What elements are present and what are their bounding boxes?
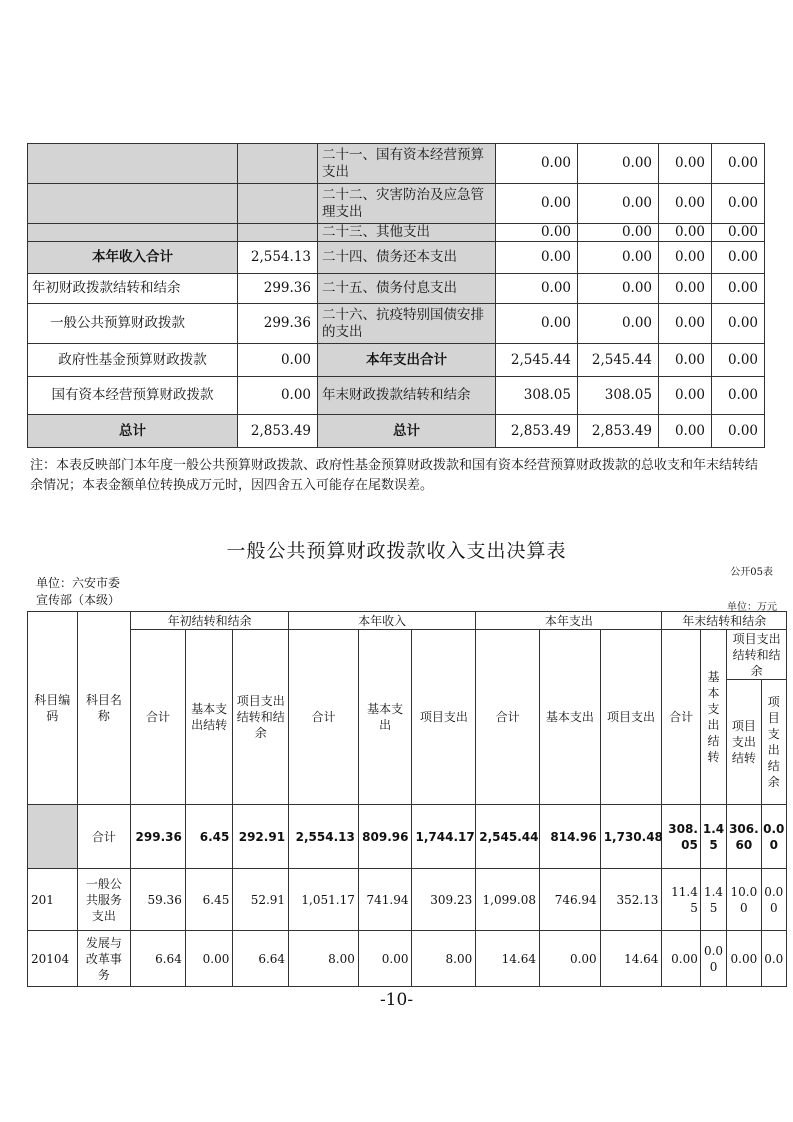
- row-value-8: 814.96: [539, 805, 600, 869]
- row-value-7: 14.64: [476, 931, 540, 987]
- summary-value-col1: 2,545.44: [496, 344, 578, 377]
- summary-left-value: 0.00: [238, 377, 318, 415]
- row-value-3: 6.64: [233, 931, 289, 987]
- table-row: [28, 869, 787, 931]
- summary-value-col2: 308.05: [578, 377, 659, 415]
- summary-left-label: 一般公共预算财政拨款: [28, 304, 238, 344]
- summary-left-value: 2,554.13: [238, 242, 318, 274]
- reporting-unit-line2: 宣传部（本级）: [36, 593, 121, 607]
- row-value-11: 1.45: [700, 869, 726, 931]
- summary-left-label: [28, 144, 238, 184]
- summary-value-col1: 308.05: [496, 377, 578, 415]
- summary-value-col3: 0.00: [659, 377, 712, 415]
- header-closing-carryover: 年末结转和结余: [662, 612, 787, 630]
- summary-value-col1: 0.00: [496, 184, 578, 224]
- summary-row: [28, 415, 765, 448]
- summary-value-col4: 0.00: [712, 344, 765, 377]
- summary-left-label: [28, 224, 238, 242]
- summary-right-label: 二十一、国有资本经营预算支出: [318, 144, 496, 184]
- header-g3-proj: 项目支出: [600, 630, 662, 805]
- row-value-10: 308.05: [662, 805, 700, 869]
- summary-left-value: 299.36: [238, 274, 318, 304]
- header-current-income: 本年收入: [289, 612, 476, 630]
- summary-value-col1: 0.00: [496, 304, 578, 344]
- summary-value-col4: 0.00: [712, 304, 765, 344]
- summary-row: [28, 184, 765, 224]
- form-number: 公开05表: [730, 567, 773, 578]
- summary-value-col1: 0.00: [496, 224, 578, 242]
- row-value-12: 0.00: [727, 931, 761, 987]
- row-value-6: 8.00: [412, 931, 476, 987]
- row-value-10: 0.00: [662, 931, 700, 987]
- row-value-11: 0.00: [700, 931, 726, 987]
- row-value-8: 746.94: [539, 869, 600, 931]
- summary-value-col3: 0.00: [659, 304, 712, 344]
- row-value-4: 1,051.17: [289, 869, 359, 931]
- row-value-3: 292.91: [233, 805, 289, 869]
- summary-row: [28, 274, 765, 304]
- header-g4-basic-carry: 基本支出结转: [700, 630, 726, 805]
- summary-right-label: 本年支出合计: [318, 344, 496, 377]
- summary-row: [28, 377, 765, 415]
- row-value-7: 2,545.44: [476, 805, 540, 869]
- row-value-9: 14.64: [600, 931, 662, 987]
- summary-row: [28, 224, 765, 242]
- summary-left-label: 总计: [28, 415, 238, 448]
- summary-value-col3: 0.00: [659, 224, 712, 242]
- summary-value-col2: 0.00: [578, 242, 659, 274]
- summary-row: [28, 304, 765, 344]
- summary-value-col4: 0.00: [712, 415, 765, 448]
- summary-value-col1: 0.00: [496, 274, 578, 304]
- row-value-9: 352.13: [600, 869, 662, 931]
- header-g2-proj: 项目支出: [412, 630, 476, 805]
- summary-left-value: 299.36: [238, 304, 318, 344]
- row-value-4: 8.00: [289, 931, 359, 987]
- summary-right-label: 二十三、其他支出: [318, 224, 496, 242]
- header-g2-basic: 基本支出: [358, 630, 412, 805]
- table-title: 一般公共预算财政拨款收入支出决算表: [226, 540, 567, 562]
- summary-value-col4: 0.00: [712, 242, 765, 274]
- row-code: 201: [28, 869, 78, 931]
- summary-value-col2: 2,545.44: [578, 344, 659, 377]
- row-value-2: 0.00: [185, 931, 233, 987]
- summary-value-col4: 0.00: [712, 144, 765, 184]
- table-note: 注：本表反映部门本年度一般公共预算财政拨款、政府性基金预算财政拨款和国有资本经营预算财政拨款的总收支和年末结转结余情况；本表金额单位转换成万元时，因四舍五入可能存在尾数误差。: [30, 458, 759, 493]
- summary-right-label: 二十六、抗疫特别国债安排的支出: [318, 304, 496, 344]
- row-value-4: 2,554.13: [289, 805, 359, 869]
- summary-value-col2: 2,853.49: [578, 415, 659, 448]
- row-name: 合计: [77, 805, 131, 869]
- summary-left-value: [238, 144, 318, 184]
- summary-value-col1: 2,853.49: [496, 415, 578, 448]
- row-name: 发展与改革事务: [77, 931, 131, 987]
- summary-left-label: 本年收入合计: [28, 242, 238, 274]
- header-g1-basic-carry: 基本支出结转: [185, 630, 233, 805]
- row-value-8: 0.00: [539, 931, 600, 987]
- row-value-1: 6.64: [131, 931, 186, 987]
- summary-row: [28, 242, 765, 274]
- row-value-2: 6.45: [185, 805, 233, 869]
- summary-value-col2: 0.00: [578, 144, 659, 184]
- summary-value-col4: 0.00: [712, 184, 765, 224]
- row-value-13: 0.00: [761, 869, 786, 931]
- summary-left-label: 年初财政拨款结转和结余: [28, 274, 238, 304]
- summary-value-col3: 0.00: [659, 144, 712, 184]
- row-value-13: 0.00: [761, 805, 786, 869]
- row-value-11: 1.45: [700, 805, 726, 869]
- summary-value-col4: 0.00: [712, 377, 765, 415]
- summary-value-col3: 0.00: [659, 274, 712, 304]
- summary-right-label: 二十二、灾害防治及应急管理支出: [318, 184, 496, 224]
- row-value-9: 1,730.48: [600, 805, 662, 869]
- summary-right-label: 总计: [318, 415, 496, 448]
- summary-right-label: 年末财政拨款结转和结余: [318, 377, 496, 415]
- row-value-3: 52.91: [233, 869, 289, 931]
- row-name: 一般公共服务支出: [77, 869, 131, 931]
- summary-left-label: 政府性基金预算财政拨款: [28, 344, 238, 377]
- table-row: [28, 805, 787, 869]
- page-number: -10-: [379, 990, 414, 1010]
- summary-value-col1: 0.00: [496, 242, 578, 274]
- summary-left-label: [28, 184, 238, 224]
- summary-value-col4: 0.00: [712, 274, 765, 304]
- header-g4-proj-carry-surplus: 项目支出结转和结余: [727, 630, 787, 680]
- header-g3-basic: 基本支出: [539, 630, 600, 805]
- row-value-12: 10.00: [727, 869, 761, 931]
- table-row: [28, 931, 787, 987]
- currency-unit: 单位：万元: [727, 602, 777, 613]
- header-opening-carryover: 年初结转和结余: [131, 612, 289, 630]
- summary-value-col3: 0.00: [659, 242, 712, 274]
- summary-row: [28, 344, 765, 377]
- summary-value-col3: 0.00: [659, 415, 712, 448]
- row-value-1: 59.36: [131, 869, 186, 931]
- summary-value-col2: 0.00: [578, 304, 659, 344]
- row-value-5: 809.96: [358, 805, 412, 869]
- summary-value-col2: 0.00: [578, 224, 659, 242]
- summary-value-col4: 0.00: [712, 224, 765, 242]
- header-g1-proj-carry-surplus: 项目支出结转和结余: [233, 630, 289, 805]
- summary-left-value: [238, 224, 318, 242]
- summary-right-label: 二十五、债务付息支出: [318, 274, 496, 304]
- income-expense-summary-table: [27, 143, 765, 448]
- summary-left-label: 国有资本经营预算财政拨款: [28, 377, 238, 415]
- summary-left-value: [238, 184, 318, 224]
- row-value-10: 11.45: [662, 869, 700, 931]
- summary-value-col2: 0.00: [578, 274, 659, 304]
- row-value-5: 741.94: [358, 869, 412, 931]
- row-code: 20104: [28, 931, 78, 987]
- header-g3-total: 合计: [476, 630, 540, 805]
- row-value-2: 6.45: [185, 869, 233, 931]
- summary-value-col2: 0.00: [578, 184, 659, 224]
- summary-left-value: 0.00: [238, 344, 318, 377]
- summary-value-col3: 0.00: [659, 344, 712, 377]
- header-name: 科目名称: [77, 612, 131, 805]
- summary-value-col1: 0.00: [496, 144, 578, 184]
- header-g4-total: 合计: [662, 630, 700, 805]
- header-g2-total: 合计: [289, 630, 359, 805]
- general-budget-table: [27, 611, 787, 987]
- row-value-6: 309.23: [412, 869, 476, 931]
- header-current-expense: 本年支出: [476, 612, 662, 630]
- row-value-12: 306.60: [727, 805, 761, 869]
- reporting-unit-line1: 单位：六安市委: [36, 576, 121, 590]
- summary-right-label: 二十四、债务还本支出: [318, 242, 496, 274]
- summary-left-value: 2,853.49: [238, 415, 318, 448]
- row-value-7: 1,099.08: [476, 869, 540, 931]
- header-code: 科目编码: [28, 612, 78, 805]
- row-value-13: 0.0: [761, 931, 786, 987]
- row-value-6: 1,744.17: [412, 805, 476, 869]
- header-g1-total: 合计: [131, 630, 186, 805]
- reporting-unit: [36, 575, 146, 609]
- row-value-1: 299.36: [131, 805, 186, 869]
- row-value-5: 0.00: [358, 931, 412, 987]
- row-code: [28, 805, 78, 869]
- summary-row: [28, 144, 765, 184]
- header-g4-proj-carry: 项目支出结转: [727, 680, 761, 805]
- summary-value-col3: 0.00: [659, 184, 712, 224]
- header-g4-proj-surplus: 项目支出结余: [761, 680, 786, 805]
